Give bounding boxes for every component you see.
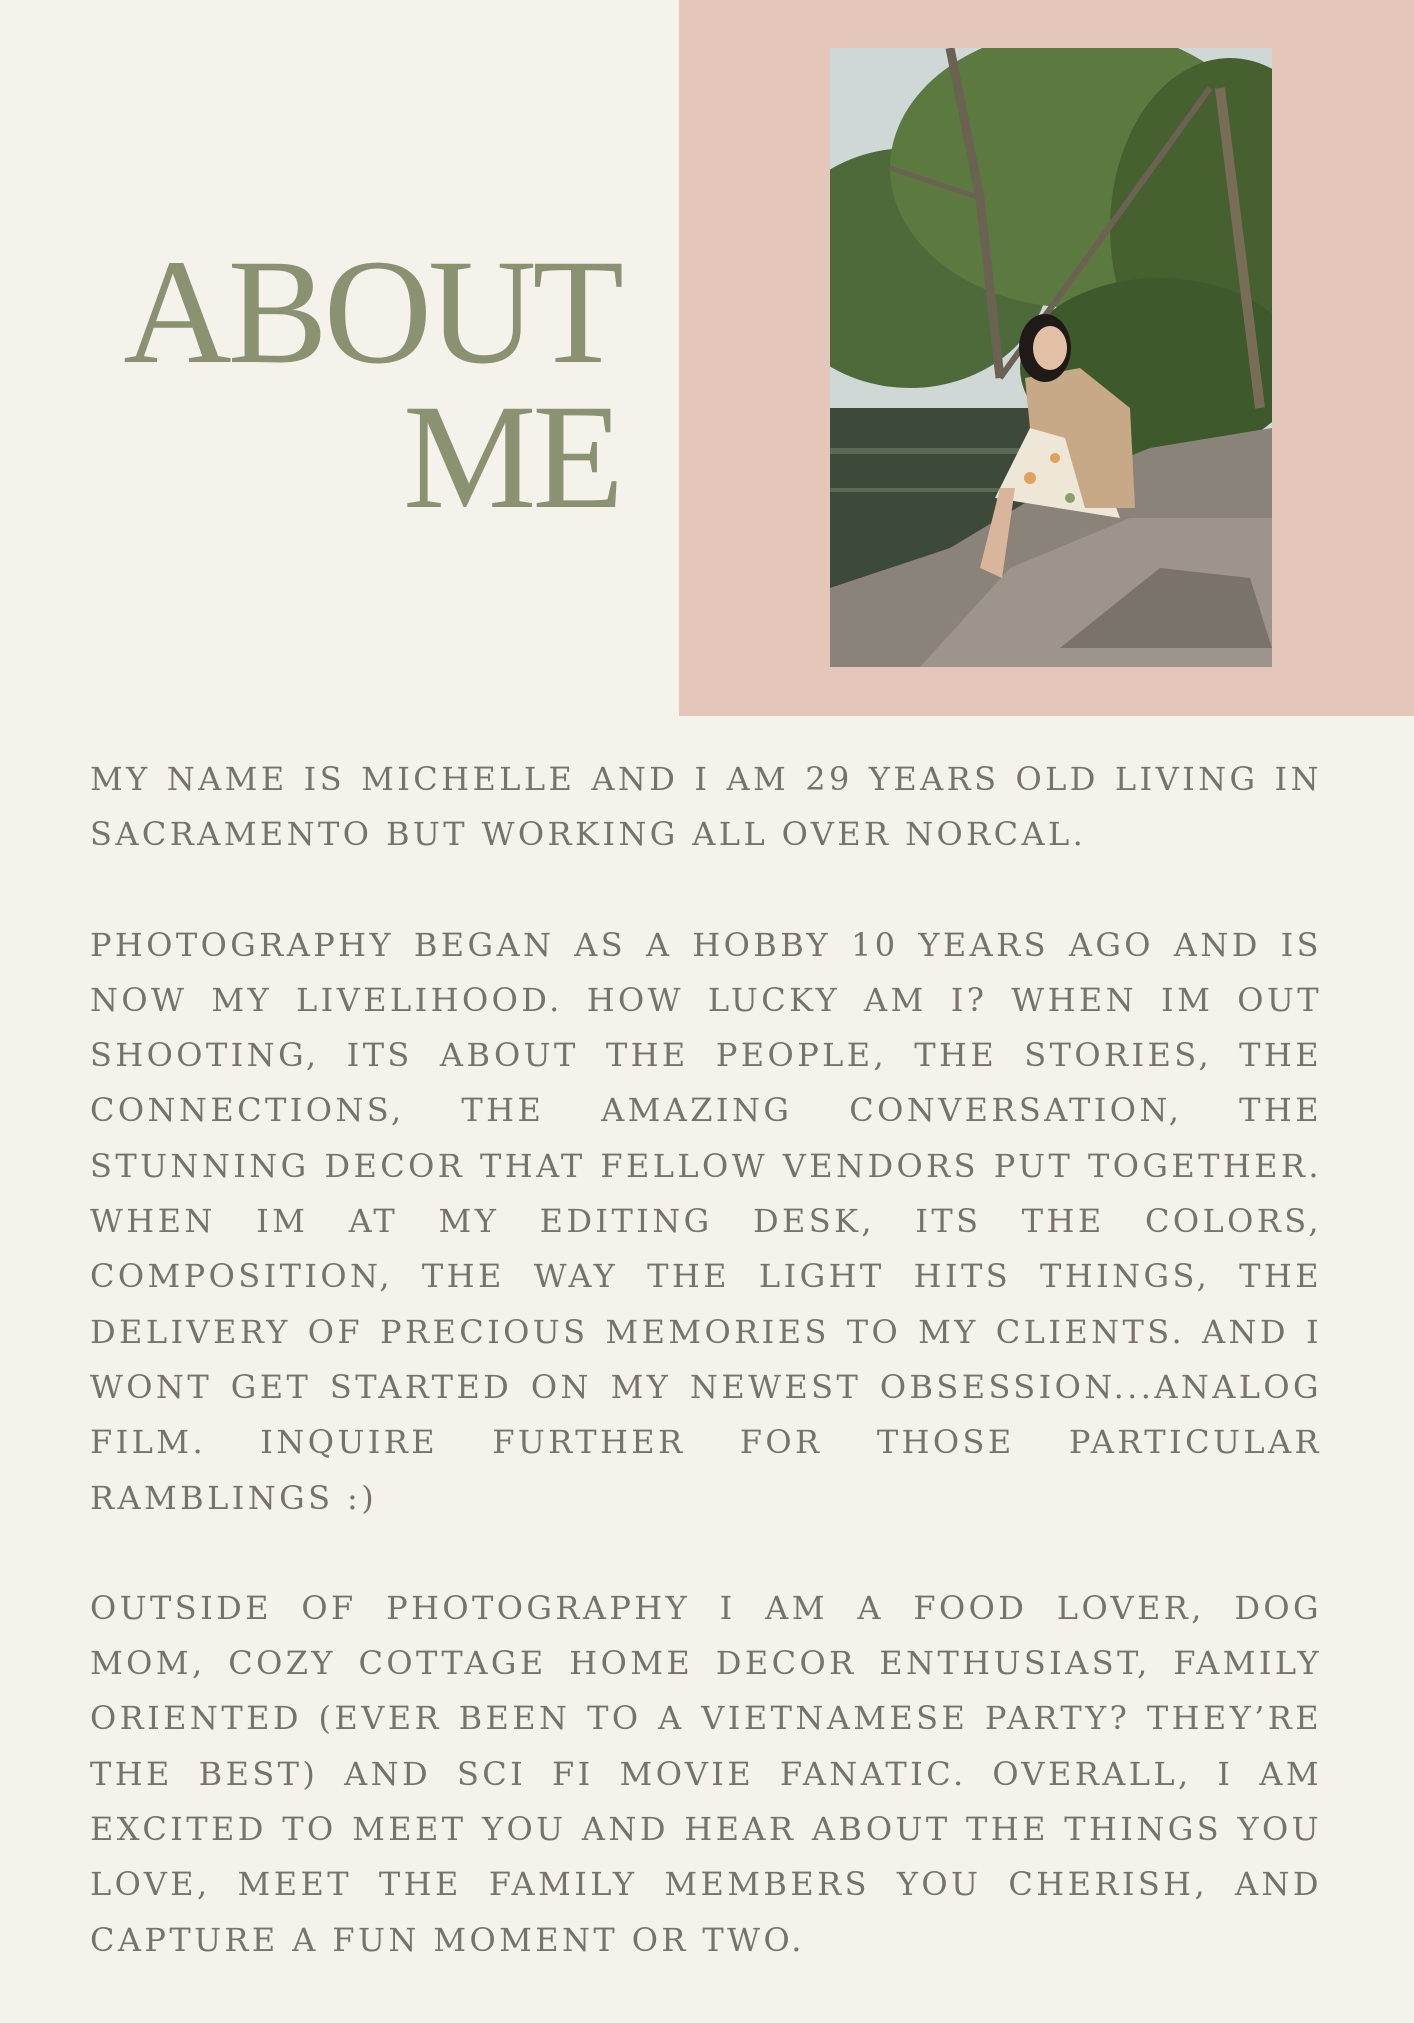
paragraph-intro: MY NAME IS MICHELLE AND I AM 29 YEARS OLD LIVING IN SACRAMENTO BUT WORKING ALL OVER NORCAL. — [90, 760, 1322, 854]
title-line-1: ABOUT — [123, 229, 620, 395]
portrait-photo — [830, 48, 1272, 667]
paragraph-photography: PHOTOGRAPHY BEGAN AS A HOBBY 10 YEARS AGO AND IS NOW MY LIVELIHOOD. HOW LUCKY AM I? WHEN IM OUT SHOOTING, ITS ABOUT THE PEOPLE, THE STORIES, THE CONNECTIONS, THE AMAZING CONVERSATION, THE STUNNING DECOR THAT FELLOW VENDORS PUT TOGETHER. WHEN IM AT MY EDITING DESK, ITS THE COLORS, COMPOSITION, THE WAY THE LIGHT HITS THINGS, THE DELIVERY OF PRECIOUS MEMORIES TO MY CLIENTS. AND I WONT GET STARTED ON MY NEWEST OBSESSION...ANALOG FILM. INQUIRE FURTHER FOR THOSE PARTICULAR RAMBLINGS :) — [90, 925, 1322, 1517]
about-body — [90, 752, 1322, 2023]
title-line-2: ME — [403, 374, 620, 540]
portrait-photo-illustration — [830, 48, 1272, 667]
paragraph-personal: OUTSIDE OF PHOTOGRAPHY I AM A FOOD LOVER, DOG MOM, COZY COTTAGE HOME DECOR ENTHUSIAST, FAMILY ORIENTED (EVER BEEN TO A VIETNAMESE PARTY? THEY’RE THE BEST) AND SCI FI MOVIE FANATIC. OVERALL, I AM EXCITED TO MEET YOU AND HEAR ABOUT THE THINGS YOU LOVE, MEET THE FAMILY MEMBERS YOU CHERISH, AND CAPTURE A FUN MOMENT OR TWO. — [90, 1588, 1322, 1959]
page-title — [120, 229, 620, 540]
